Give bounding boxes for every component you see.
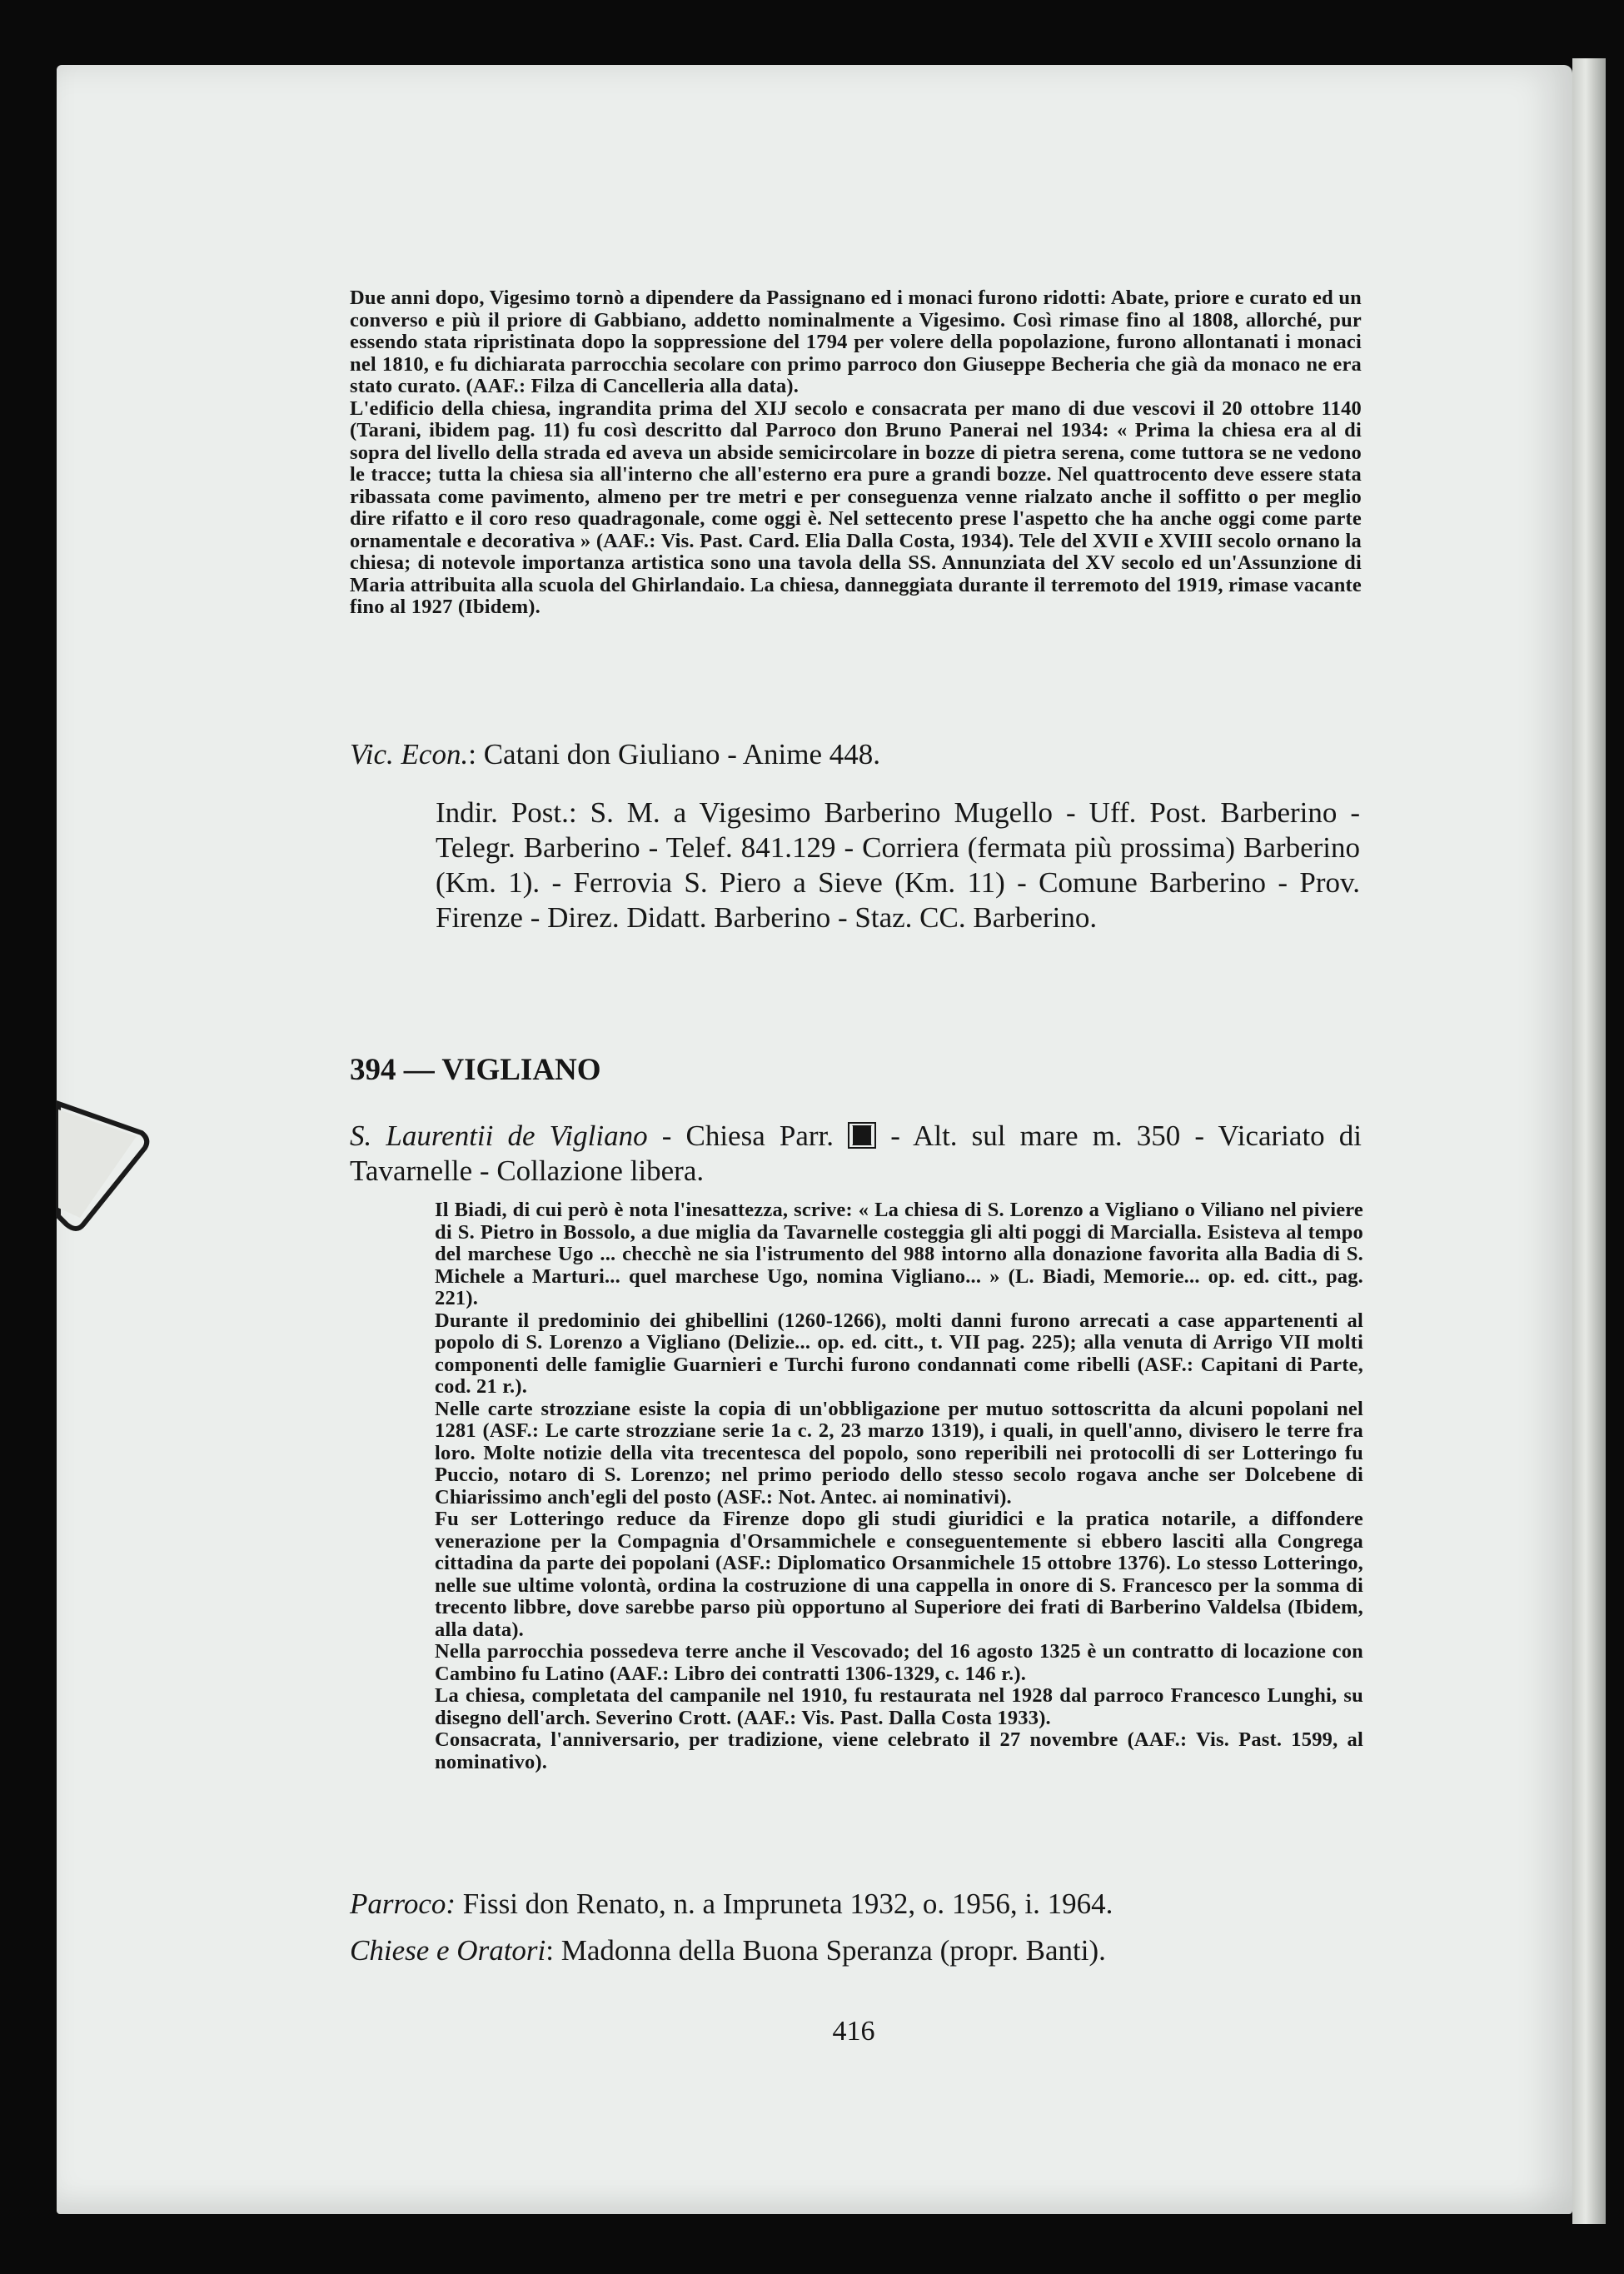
chiese-line: [350, 1933, 1362, 1968]
note-restauro: La chiesa, completata del campanile nel 1910, fu restaurata nel 1928 dal parroco Francesco Lunghi, su disegno dell'arch. Severino Crott. (AAF.: Vis. Past. Dalla Costa 1933).: [435, 1684, 1363, 1729]
page-number: 416: [832, 2016, 875, 2047]
paragraph-church-building: L'edificio della chiesa, ingrandita prima del XIJ secolo e consacrata per mano di due vescovi il 20 ottobre 1140 (Tarani, ibidem pag. 11) fu così descritto dal Parroco don Bruno Panerai nel 1934: « Prima la chiesa era al di sopra del livello della strada ed aveva un abside semicircolare in bozze di pietra serena, come tuttora se ne vedono le tracce; tutta la chiesa sia all'interno che all'esterno era pure a grandi bozze. Nel quattrocento deve essere stata ribassata come pavimento, almeno per tre metri e per conseguenza venne rialzato anche il soffitto o per meglio dire rifatto e il coro reso quadragonale, come oggi è. Nel settecento prese l'aspetto che ha anche oggi come parte ornamentale e decorativa » (AAF.: Vis. Past. Card. Elia Dalla Costa, 1934). Tele del XVII e XVIII secolo ornano la chiesa; di notevole importanza artistica sono una tavola della SS. Annunziata del XV secolo ed un'Assunzione di Maria attribuita alla scuola del Ghirlandaio. La chiesa, danneggiata durante il terremoto del 1919, rimase vacante fino al 1927 (Ibidem).: [350, 396, 1362, 618]
parroco-line: [350, 1887, 1362, 1922]
note-ghibellini: Durante il predominio dei ghibellini (1260-1266), molti danni furono arrecati a case appartenenti al popolo di S. Lorenzo a Vigliano (Delizie... op. ed. citt., t. VII pag. 225); alla venuta di Arrigo VII molti componenti delle famiglie Guarnieri e Turchi furono condannati come ribelli (ASF.: Capitani di Parte, cod. 21 r.).: [435, 1309, 1363, 1398]
entry-title: [350, 1119, 1362, 1189]
entry-dash: —: [403, 1053, 435, 1087]
vic-econ-text: : Catani don Giuliano - Anime 448.: [468, 738, 881, 770]
paragraph-vigesimo-history: Due anni dopo, Vigesimo tornò a dipendere da Passignano ed i monaci furono ridotti: Abate, priore e curato ed un converso e più il priore di Gabbiano, addetto nominalmente a Vigesimo. Così rimase fino al 1808, allorché, pur essendo stata ripristinata dopo la soppressione del 1794 per volere della popolazione, furono allontanati i monaci nel 1810, e fu dichiarata parrocchia secolare con primo parroco don Giuseppe Becheria che già da monaco ne era stato curato. (AAF.: Filza di Cancelleria alla data).: [350, 287, 1362, 397]
maltese-cross-icon: [848, 1122, 876, 1149]
note-lotteringo: Fu ser Lotteringo reduce da Firenze dopo gli studi giuridici e la pratica notarile, a diffondere venerazione per la Compagnia d'Orsammichele e conseguentemente si ebbero lasciti alla Congrega cittadina da parte dei popolani (ASF.: Diplomatico Orsanmichele 15 ottobre 1376). Lo stesso Lotteringo, nelle sue ultime volontà, ordina la costruzione di una cappella in onore di S. Francesco per la somma di trecento libbre, dove sarebbe parso più opportuno al Superiore dei frati di Barberino Valdelsa (Ibidem, alla data).: [435, 1508, 1363, 1641]
entry-notes: [435, 1199, 1363, 1773]
note-vescovado: Nella parrocchia possedeva terre anche il Vescovado; del 16 agosto 1325 è un contratto di locazione con Cambino fu Latino (AAF.: Libro dei contratti 1306-1329, c. 146 r.).: [435, 1640, 1363, 1685]
top-paragraphs: [350, 287, 1362, 619]
parroco-label: Parroco:: [350, 1888, 456, 1920]
entry-title-part2: - Alt. sul mare m. 350 - Vicariato di Tavarnelle - Collazione libera.: [350, 1120, 1362, 1187]
chiese-label: Chiese e Oratori: [350, 1934, 546, 1967]
vic-econ-line: [350, 737, 1362, 772]
entry-name: VIGLIANO: [441, 1053, 601, 1087]
paper-tab-marker: [25, 1075, 150, 1241]
note-biadi: Il Biadi, di cui però è nota l'inesattezza, scrive: « La chiesa di S. Lorenzo a Vigliano o Viliano nel piviere di S. Pietro in Bossolo, a due miglia da Tavarnelle costeggia gli alti poggi di Marcialla. Esisteva al tempo del marchese Ugo ... checchè ne sia l'istrumento del 988 intorno alla donazione favorita alla Badia di S. Michele a Marturi... quel marchese Ugo, nomina Vigliano... » (L. Biadi, Memorie... op. ed. citt., pag. 221).: [435, 1199, 1363, 1309]
parroco-text: Fissi don Renato, n. a Impruneta 1932, o. 1956, i. 1964.: [456, 1888, 1113, 1920]
entry-title-latin: S. Laurentii de Vigliano: [350, 1120, 648, 1152]
entry-title-part1: - Chiesa Parr.: [647, 1120, 834, 1152]
entry-number: 394: [350, 1053, 396, 1087]
entry-heading: [350, 1052, 601, 1088]
page-stack-edge: [1572, 58, 1606, 2224]
vic-econ-label: Vic. Econ.: [350, 738, 469, 770]
chiese-text: : Madonna della Buona Speranza (propr. Banti).: [545, 1934, 1106, 1967]
note-carte-strozziane: Nelle carte strozziane esiste la copia di un'obbligazione per mutuo sottoscritta da alcuni popolani nel 1281 (ASF.: Le carte strozziane serie 1a c. 2, 23 marzo 1319), i quali, in quell'anno, divisero le terre fra loro. Molte notizie della vita trecentesca del popolo, sono reperibili nei protocolli di ser Lotteringo fu Puccio, notaro di S. Lorenzo; nel primo periodo dello stesso secolo rogava anche ser Dolcebene di Chiarissimo anch'egli del posto (ASF.: Not. Antec. ai nominativi).: [435, 1397, 1363, 1509]
note-consacrazione: Consacrata, l'anniversario, per tradizione, viene celebrato il 27 novembre (AAF.: Vis. Past. 1599, al nominativo).: [435, 1728, 1363, 1773]
postal-address: Indir. Post.: S. M. a Vigesimo Barberino Mugello - Uff. Post. Barberino - Telegr. Barberino - Telef. 841.129 - Corriera (fermata più prossima) Barberino (Km. 1). - Ferrovia S. Piero a Sieve (Km. 11) - Comune Barberino - Prov. Firenze - Direz. Didatt. Barberino - Staz. CC. Barberino.: [436, 796, 1360, 934]
